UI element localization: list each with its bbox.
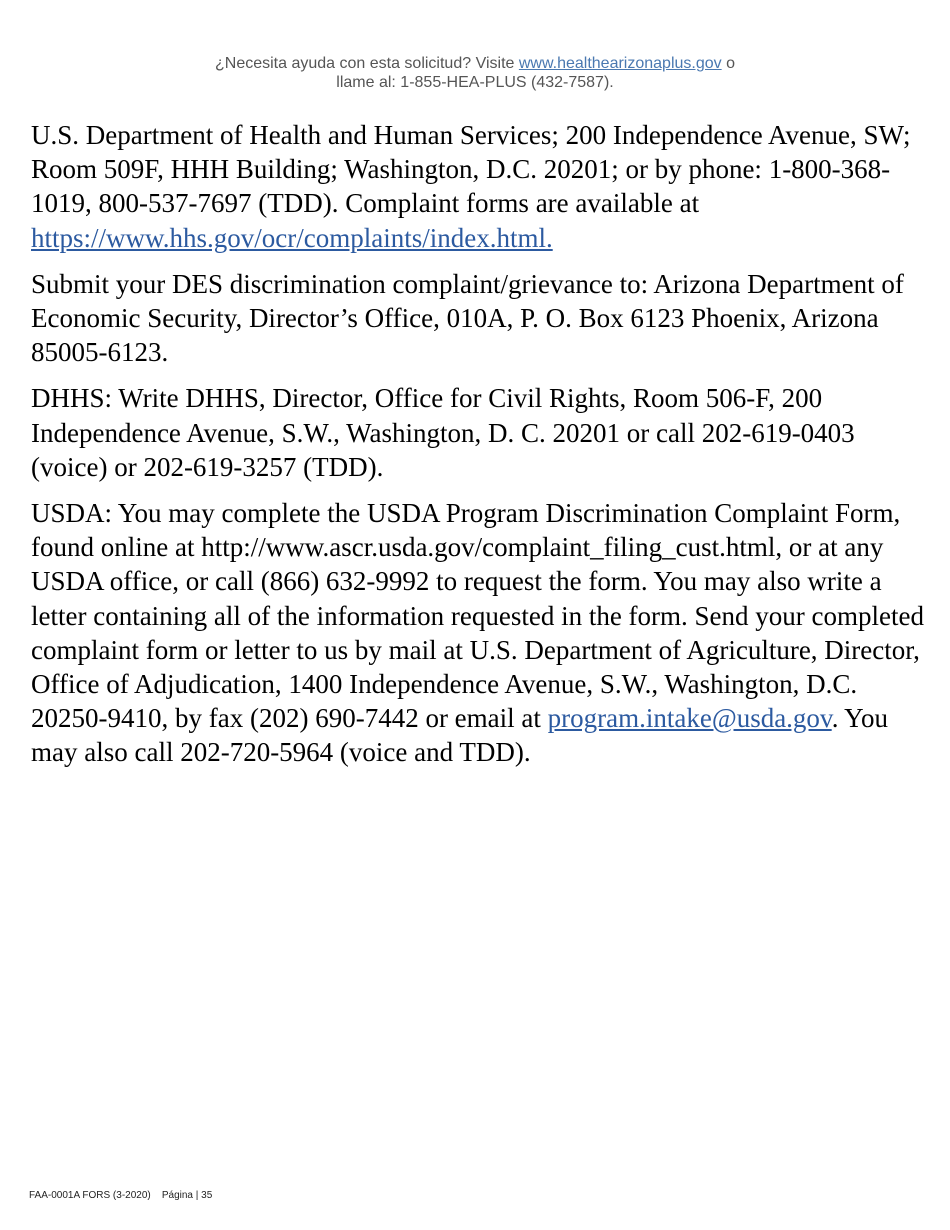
page-number: Página | 35 xyxy=(161,1190,213,1201)
document-body xyxy=(31,118,926,782)
page-footer xyxy=(29,1190,212,1201)
hhs-paragraph xyxy=(31,118,926,255)
form-id: FAA-0001A FORS (3-2020) xyxy=(29,1190,151,1201)
usda-text-after: . You may also call 202-720-5964 (voice and TDD). xyxy=(31,703,888,768)
help-header xyxy=(0,54,950,92)
help-prompt-text: ¿Necesita ayuda con esta solicitud? Visite xyxy=(214,55,519,72)
des-paragraph: Submit your DES discrimination complaint/grievance to: Arizona Department of Economic Security, Director’s Office, 010A, P. O. Box 6123 Phoenix, Arizona 85005-6123. xyxy=(31,268,904,368)
usda-text: USDA: You may complete the USDA Program Discrimination Complaint Form, found online at http://www.ascr.usda.gov/complaint_filing_cust.html, or at any USDA office, or call (866) 632-9992 to request the form. You may also write a letter containing all of the information requested in the form. Send your completed complaint form or letter to us by mail at U.S. Department of Agriculture, Director, Office of Adjudication, 1400 Independence Avenue, S.W., Washington, D.C. 20250-9410, by fax (202) 690-7442 or email at xyxy=(31,498,924,734)
usda-paragraph xyxy=(31,496,926,770)
hhs-complaints-link[interactable]: https://www.hhs.gov/ocr/complaints/index.html. xyxy=(31,222,553,253)
healthearizonaplus-link[interactable]: www.healthearizonaplus.gov xyxy=(518,55,722,72)
help-header-line1 xyxy=(0,54,950,73)
help-phone-line: llame al: 1-855-HEA-PLUS (432-7587). xyxy=(336,74,614,91)
usda-email-link[interactable]: program.intake@usda.gov xyxy=(547,703,832,734)
help-prompt-suffix: o xyxy=(721,55,735,72)
dhhs-paragraph: DHHS: Write DHHS, Director, Office for Civil Rights, Room 506-F, 200 Independence Avenue, S.W., Washington, D. C. 20201 or call 202-619-0403 (voice) or 202-619-3257 (TDD). xyxy=(31,383,855,482)
hhs-text: U.S. Department of Health and Human Services; 200 Independence Avenue, SW; Room 509F, HHH Building; Washington, D.C. 20201; or by phone: 1-800-368-1019, 800-537-7697 (TDD). Complaint forms are available at xyxy=(31,120,911,219)
